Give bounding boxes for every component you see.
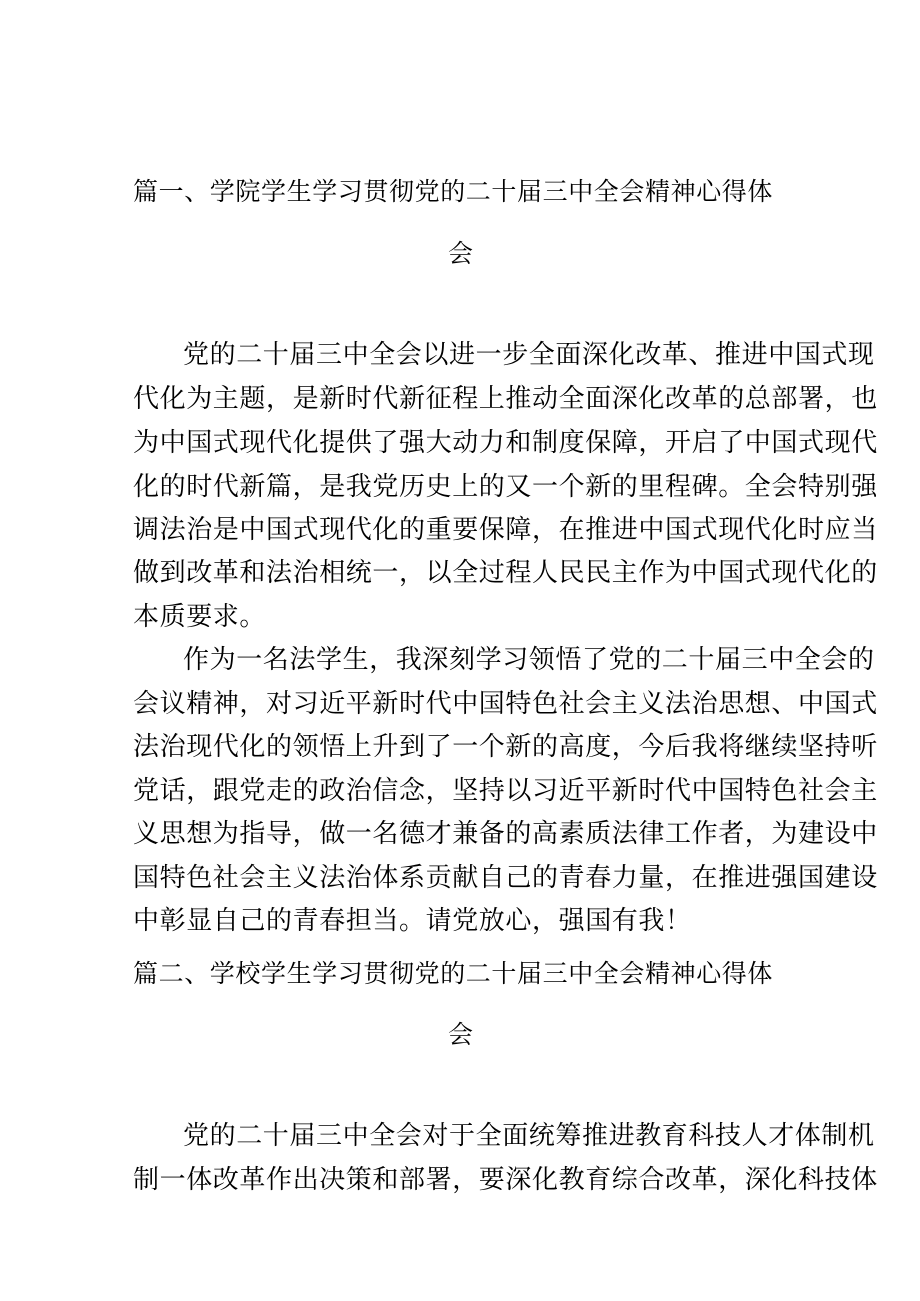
paragraph-line: 中彰显自己的青春担当。请党放心，强国有我！: [133, 906, 692, 936]
paragraph-line: 法治现代化的领悟上升到了一个新的高度，今后我将继续坚持听: [133, 732, 878, 762]
section-1-title-line-1: 篇一、学院学生学习贯彻党的二十届三中全会精神心得体: [133, 177, 774, 206]
paragraph-line: 调法治是中国式现代化的重要保障，在推进中国式现代化时应当: [133, 515, 878, 545]
paragraph-line: 制一体改革作出决策和部署，要深化教育综合改革，深化科技体: [133, 1165, 878, 1195]
paragraph-line: 义思想为指导，做一名德才兼备的高素质法律工作者，为建设中: [133, 819, 878, 849]
paragraph-line: 本质要求。: [133, 602, 267, 632]
paragraph-line: 为中国式现代化提供了强大动力和制度保障，开启了中国式现代: [133, 428, 878, 458]
section-1-title-line-2: 会: [448, 239, 474, 268]
paragraph-line: 代化为主题，是新时代新征程上推动全面深化改革的总部署，也: [133, 384, 878, 414]
paragraph-line: 党的二十届三中全会对于全面统筹推进教育科技人才体制机: [183, 1121, 875, 1151]
paragraph-line: 作为一名法学生，我深刻学习领悟了党的二十届三中全会的: [183, 645, 875, 675]
section-2-title-line-1: 篇二、学校学生学习贯彻党的二十届三中全会精神心得体: [133, 959, 774, 988]
paragraph-line: 党话，跟党走的政治信念，坚持以习近平新时代中国特色社会主: [133, 776, 878, 806]
paragraph-line: 化的时代新篇，是我党历史上的又一个新的里程碑。全会特别强: [133, 472, 878, 502]
paragraph-line: 国特色社会主义法治体系贡献自己的青春力量，在推进强国建设: [133, 863, 878, 893]
paragraph-line: 会议精神，对习近平新时代中国特色社会主义法治思想、中国式: [133, 689, 878, 719]
paragraph-line: 做到改革和法治相统一，以全过程人民民主作为中国式现代化的: [133, 558, 878, 588]
paragraph-line: 党的二十届三中全会以进一步全面深化改革、推进中国式现: [183, 340, 875, 370]
section-2-title-line-2: 会: [448, 1020, 474, 1049]
